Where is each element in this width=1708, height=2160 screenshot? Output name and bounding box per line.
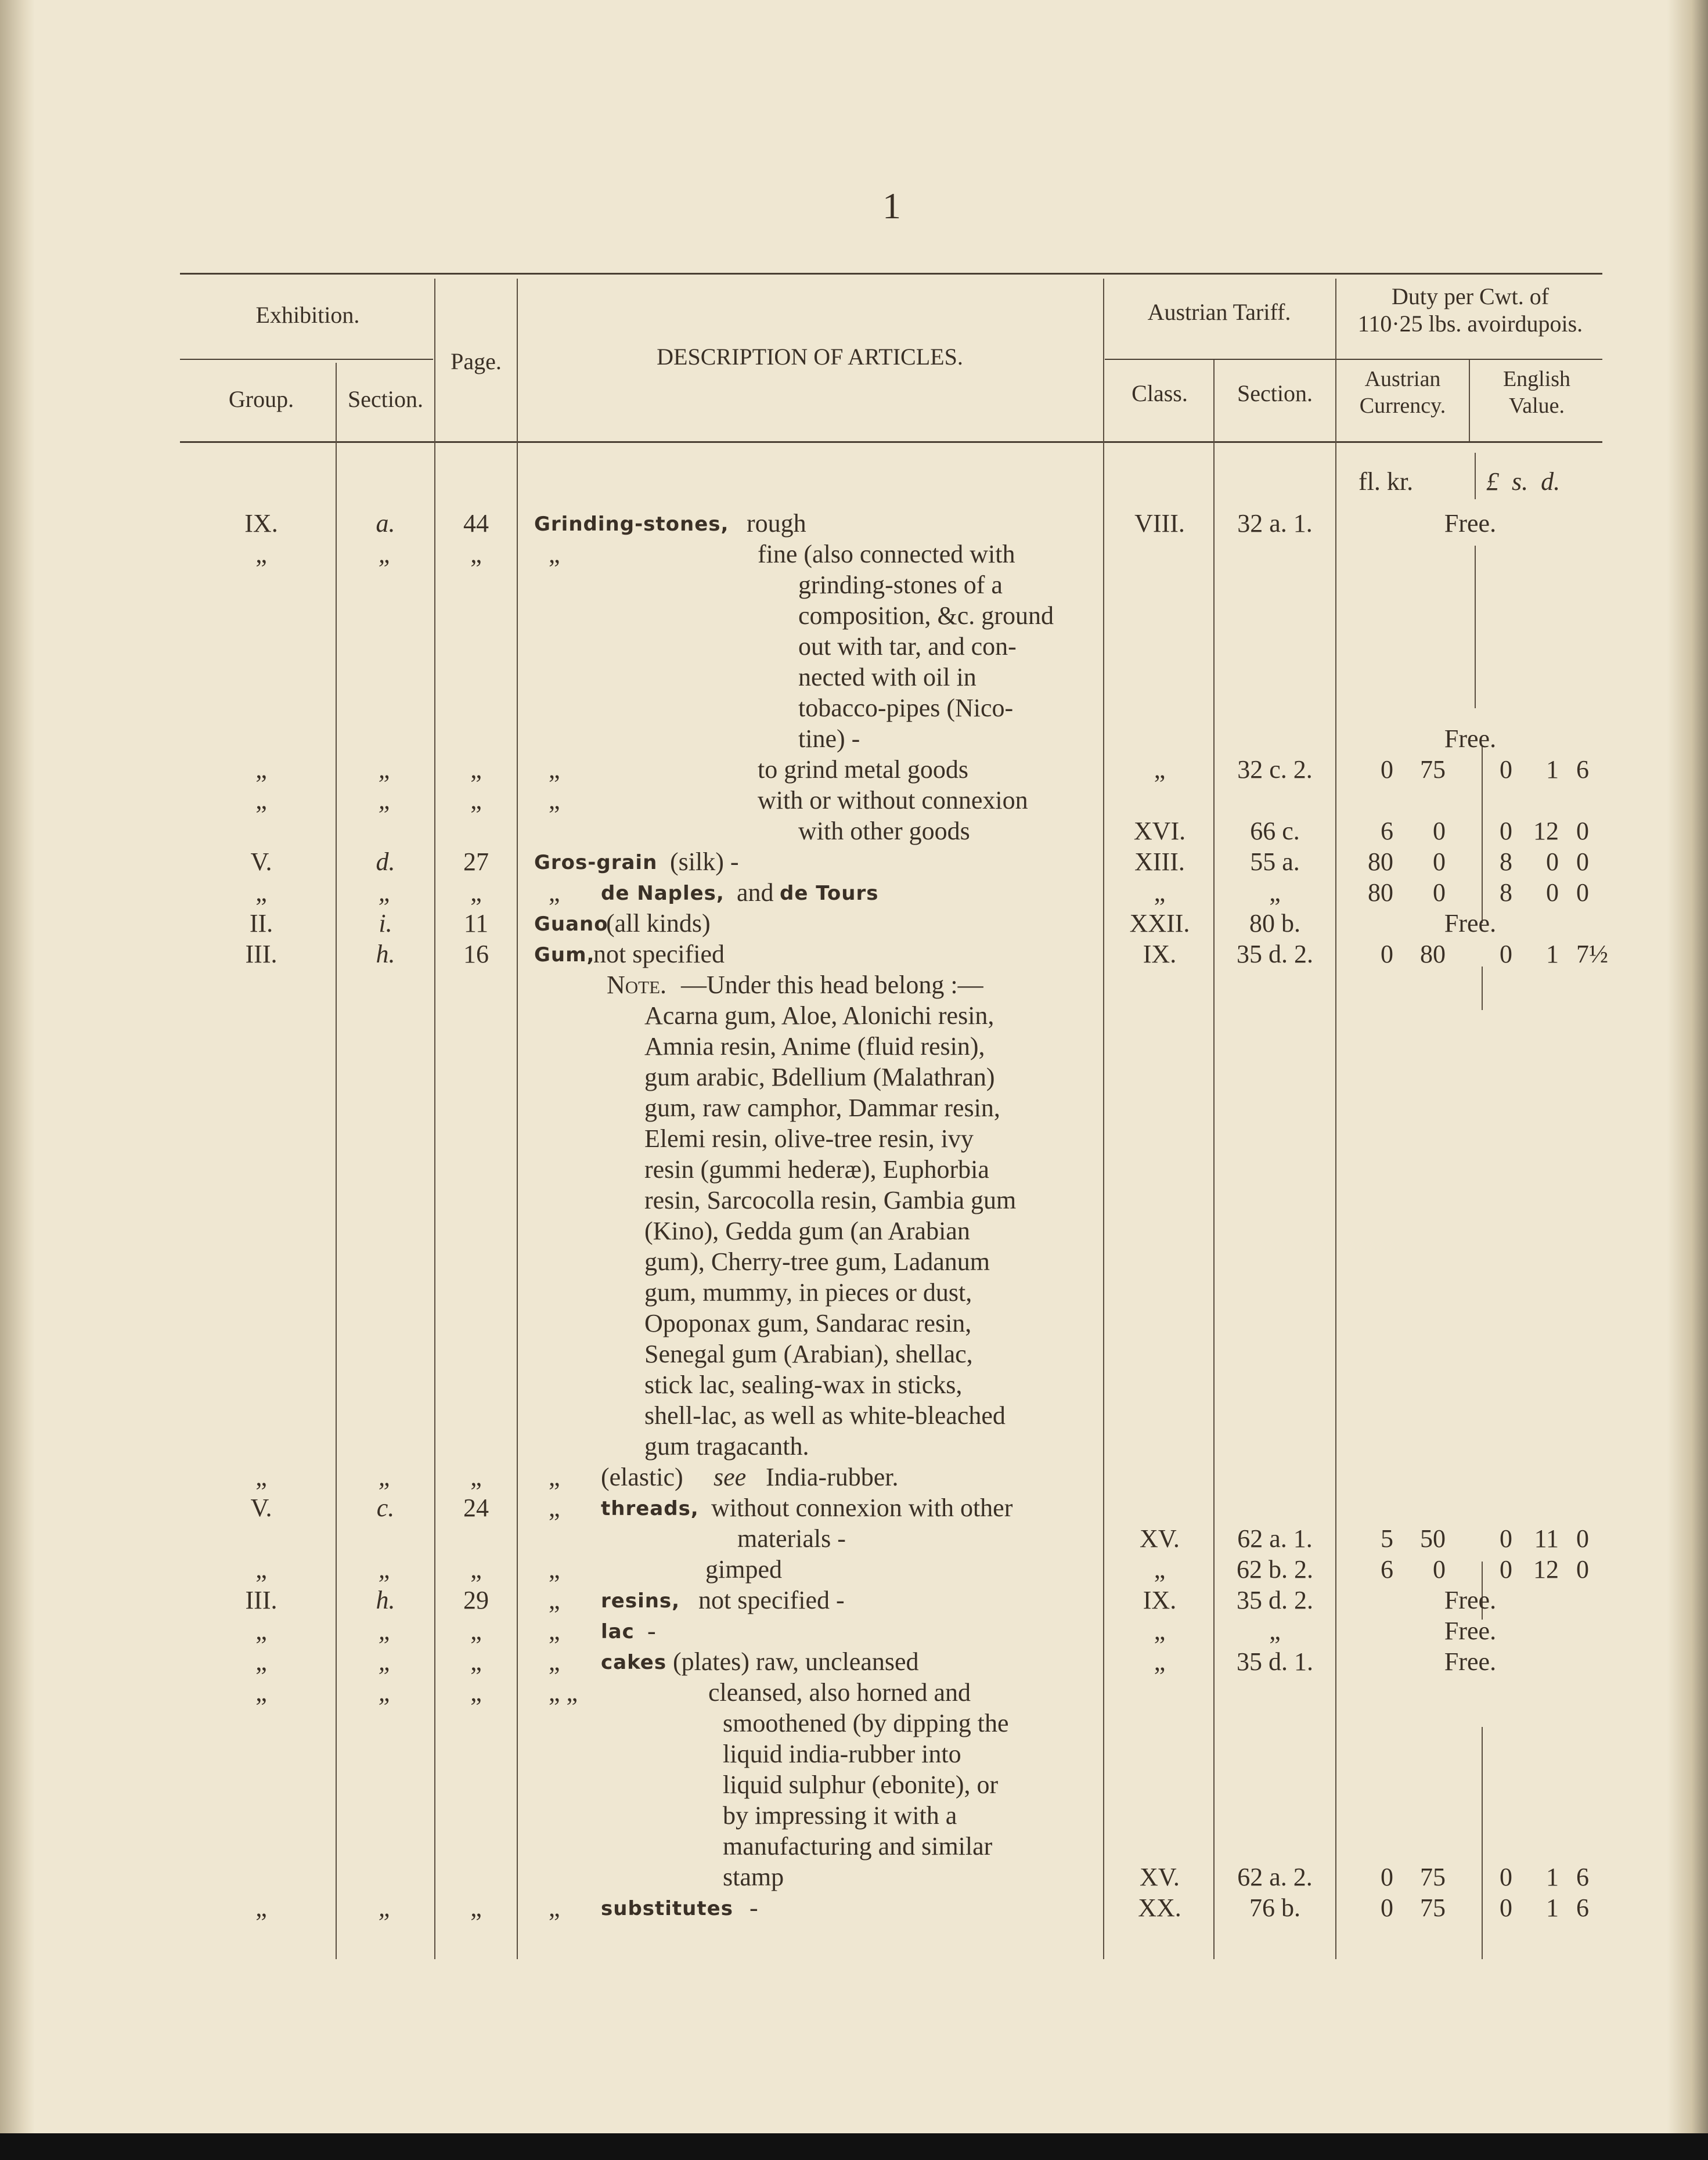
description-text: Senegal gum (Arabian), shellac,: [644, 1340, 973, 1368]
description-text: Amnia resin, Anime (fluid resin),: [644, 1032, 985, 1061]
header-sub-rule-tariff: [1105, 359, 1602, 360]
group-cell: „: [255, 1894, 267, 1922]
page-cell: 24: [463, 1494, 489, 1522]
ditto-mark: „: [549, 1494, 560, 1522]
pence-cell: 6: [1576, 1894, 1589, 1922]
description-text: tobacco-pipes (Nico-: [798, 694, 1014, 722]
tariff-section-cell: „: [1269, 878, 1281, 907]
ditto-mark: „: [549, 1555, 560, 1584]
ditto-mark: „ „: [549, 1678, 578, 1707]
description-text: gum, mummy, in pieces or dust,: [644, 1278, 972, 1307]
page-cell: 44: [463, 509, 489, 538]
page-number: 1: [882, 185, 901, 226]
entry-term: threads,: [601, 1497, 699, 1520]
class-cell: „: [1154, 1647, 1166, 1676]
section-cell: „: [378, 1555, 393, 1584]
page-cell: 16: [463, 940, 489, 968]
description-text: with or without connexion: [758, 786, 1028, 814]
section-cell: h.: [376, 1586, 395, 1614]
fl-cell: 6: [1381, 817, 1393, 845]
header-sub-rule-left: [180, 359, 433, 360]
kr-cell: 75: [1420, 1863, 1446, 1891]
pound-cell: 0: [1500, 817, 1512, 845]
description-text: nected with oil in: [798, 663, 976, 691]
section-cell: „: [378, 878, 393, 907]
entry-term: lac: [601, 1620, 635, 1643]
kr-cell: 0: [1433, 1555, 1446, 1584]
description-text: to grind metal goods: [758, 755, 968, 784]
pound-cell: 0: [1500, 940, 1512, 968]
description-text: (plates) raw, uncleansed: [673, 1647, 919, 1676]
note-head: Note.: [607, 971, 667, 999]
page-cell: „: [470, 1678, 482, 1707]
group-cell: V.: [250, 1494, 272, 1522]
entry-term: Grinding-stones,: [534, 513, 729, 536]
free-cell: Free.: [1444, 909, 1497, 937]
section-cell: d.: [376, 848, 395, 876]
page-cell: „: [470, 786, 482, 814]
page-cell: „: [470, 1647, 482, 1676]
kr-cell: 75: [1420, 755, 1446, 784]
shilling-cell: 1: [1546, 1894, 1559, 1922]
col-rule-page: [434, 279, 435, 1959]
group-cell: V.: [250, 848, 272, 876]
entry-term: substitutes: [601, 1897, 733, 1920]
class-cell: IX.: [1143, 940, 1177, 968]
fl-cell: 0: [1381, 1894, 1393, 1922]
tariff-section-cell: 35 d. 2.: [1237, 940, 1313, 968]
pence-cell: 0: [1576, 817, 1589, 845]
header-english-value-1: English: [1502, 367, 1571, 391]
col-rule-lsd-1: [1475, 453, 1476, 499]
section-cell: h.: [376, 940, 395, 968]
section-cell: „: [378, 755, 393, 784]
description-text: -: [647, 1617, 656, 1645]
description-text: fine (also connected with: [758, 540, 1015, 568]
fl-cell: 0: [1381, 1863, 1393, 1891]
shilling-cell: 1: [1546, 1863, 1559, 1891]
ditto-mark: „: [549, 878, 560, 907]
pound-cell: 0: [1500, 1894, 1512, 1922]
description-text: gum, raw camphor, Dammar resin,: [644, 1094, 1000, 1122]
description-text: liquid india-rubber into: [723, 1740, 961, 1768]
entry-term: Guano: [534, 913, 608, 936]
description-text: Elemi resin, olive-tree resin, ivy: [644, 1124, 974, 1153]
description-text: India-rubber.: [766, 1463, 899, 1491]
kr-cell: 0: [1433, 848, 1446, 876]
group-cell: II.: [249, 909, 273, 937]
ditto-mark: „: [549, 1894, 560, 1922]
header-austrian-currency-1: Austrian: [1364, 367, 1441, 391]
page-cell: „: [470, 1463, 482, 1491]
shilling-cell: 11: [1534, 1524, 1559, 1553]
page-cell: 27: [463, 848, 489, 876]
free-cell: Free.: [1444, 1647, 1497, 1676]
header-austrian-tariff: Austrian Tariff.: [1147, 299, 1291, 325]
header-exhibition: Exhibition.: [255, 302, 360, 328]
group-cell: „: [255, 1647, 267, 1676]
group-cell: „: [255, 1617, 267, 1645]
header-duty-line2: 110·25 lbs. avoirdupois.: [1357, 311, 1583, 337]
group-cell: „: [255, 540, 267, 568]
tariff-section-cell: 80 b.: [1249, 909, 1300, 937]
description-text: without connexion with other: [711, 1494, 1013, 1522]
page-cell: „: [470, 540, 482, 568]
ditto-mark: „: [549, 1463, 560, 1491]
description-text: composition, &c. ground: [798, 601, 1054, 630]
group-cell: IX.: [244, 509, 278, 538]
description-text: stamp: [723, 1863, 784, 1891]
description-text: gum tragacanth.: [644, 1432, 809, 1461]
description-text: by impressing it with a: [723, 1801, 957, 1830]
free-cell: Free.: [1444, 724, 1497, 753]
fl-cell: 0: [1381, 755, 1393, 784]
header-page: Page.: [451, 348, 502, 374]
pence-cell: 6: [1576, 1863, 1589, 1891]
class-cell: XIII.: [1134, 848, 1185, 876]
shilling-cell: 1: [1546, 940, 1559, 968]
ditto-mark: „: [549, 1617, 560, 1645]
fl-cell: 0: [1381, 940, 1393, 968]
header-group: Group.: [228, 386, 294, 412]
shilling-cell: 1: [1546, 755, 1559, 784]
group-cell: „: [255, 755, 267, 784]
class-cell: VIII.: [1134, 509, 1185, 538]
tariff-section-cell: 62 a. 2.: [1237, 1863, 1313, 1891]
header-description: DESCRIPTION OF ARTICLES.: [657, 344, 963, 370]
description-text: grinding-stones of a: [798, 571, 1003, 599]
pence-cell: 0: [1576, 878, 1589, 907]
description-text: resin (gummi hederæ), Euphorbia: [644, 1155, 989, 1184]
col-rule-tsection: [1213, 360, 1215, 1959]
description-text: shell-lac, as well as white-bleached: [644, 1401, 1006, 1430]
description-text: out with tar, and con-: [798, 632, 1017, 661]
group-cell: „: [255, 1555, 267, 1584]
page-cell: „: [470, 1555, 482, 1584]
shilling-cell: 12: [1533, 1555, 1559, 1584]
tariff-section-cell: 32 a. 1.: [1237, 509, 1313, 538]
description-text: not specified -: [698, 1586, 845, 1614]
tariff-section-cell: 55 a.: [1250, 848, 1300, 876]
pence-cell: 0: [1576, 1524, 1589, 1553]
binding-shadow: [0, 0, 35, 2160]
free-cell: Free.: [1444, 509, 1497, 538]
class-cell: XV.: [1140, 1524, 1180, 1553]
section-cell: „: [378, 1617, 393, 1645]
header-duty-line1: Duty per Cwt. of: [1391, 283, 1550, 309]
units-fl-kr: fl. kr.: [1359, 467, 1414, 496]
col-rule-english: [1469, 360, 1470, 441]
col-rule-section: [336, 363, 337, 1959]
ditto-mark: „: [549, 755, 560, 784]
pound-cell: 0: [1500, 1524, 1512, 1553]
entry-term: cakes: [601, 1651, 667, 1674]
description-text: tine) -: [798, 724, 860, 753]
fl-cell: 80: [1368, 848, 1393, 876]
group-cell: „: [255, 878, 267, 907]
description-text: gum arabic, Bdellium (Malathran): [644, 1063, 995, 1091]
description-text: resin, Sarcocolla resin, Gambia gum: [644, 1186, 1017, 1214]
shilling-cell: 0: [1546, 878, 1559, 907]
description-text: cleansed, also horned and: [708, 1678, 971, 1707]
col-rule-lsd-5: [1482, 967, 1483, 1010]
section-cell: „: [378, 1894, 393, 1922]
class-cell: „: [1154, 1617, 1166, 1645]
tariff-section-cell: 62 b. 2.: [1237, 1555, 1313, 1584]
kr-cell: 0: [1433, 878, 1446, 907]
description-text: manufacturing and similar: [723, 1832, 993, 1860]
free-cell: Free.: [1444, 1617, 1497, 1645]
section-cell: „: [378, 1678, 393, 1707]
description-text: gum), Cherry-tree gum, Ladanum: [644, 1247, 990, 1276]
class-cell: „: [1154, 755, 1166, 784]
units-lsd: £ s. d.: [1486, 467, 1561, 496]
class-cell: „: [1154, 878, 1166, 907]
tariff-section-cell: 32 c. 2.: [1237, 755, 1313, 784]
header-austrian-currency-2: Currency.: [1359, 394, 1446, 418]
pence-cell: 0: [1576, 1555, 1589, 1584]
description-text: Acarna gum, Aloe, Alonichi resin,: [644, 1001, 994, 1030]
header-class: Class.: [1132, 380, 1188, 406]
description-text: not specified: [593, 940, 725, 968]
fl-cell: 80: [1368, 878, 1393, 907]
entry-term: Gros-grain: [534, 851, 658, 874]
page-cell: 11: [463, 909, 489, 937]
shilling-cell: 0: [1546, 848, 1559, 876]
page-cell: „: [470, 1894, 482, 1922]
page-cell: „: [470, 1617, 482, 1645]
description-text: —Under this head belong :—: [681, 971, 983, 999]
description-text: smoothened (by dipping the: [723, 1709, 1009, 1737]
ditto-mark: „: [549, 1586, 560, 1614]
ditto-mark: „: [549, 1647, 560, 1676]
col-rule-desc: [517, 279, 518, 1959]
shilling-cell: 12: [1533, 817, 1559, 845]
group-cell: „: [255, 786, 267, 814]
col-rule-duty: [1335, 279, 1336, 1959]
description-text: -: [749, 1894, 758, 1922]
class-cell: XX.: [1138, 1894, 1181, 1922]
class-cell: XV.: [1140, 1863, 1180, 1891]
tariff-section-cell: 76 b.: [1249, 1894, 1300, 1922]
section-cell: „: [378, 540, 393, 568]
description-text: (elastic): [601, 1463, 683, 1491]
page-cell: „: [470, 878, 482, 907]
section-cell: i.: [379, 909, 392, 937]
section-cell: a.: [376, 509, 395, 538]
tariff-section-cell: 35 d. 2.: [1237, 1586, 1313, 1614]
col-rule-class: [1103, 279, 1104, 1959]
section-cell: „: [378, 786, 393, 814]
page-edge: [1667, 0, 1708, 2160]
entry-term: Gum,: [534, 943, 595, 967]
fl-cell: 6: [1381, 1555, 1393, 1584]
kr-cell: 75: [1420, 1894, 1446, 1922]
tariff-section-cell: 35 d. 1.: [1237, 1647, 1313, 1676]
pound-cell: 8: [1500, 848, 1512, 876]
ditto-mark: „: [549, 786, 560, 814]
pound-cell: 0: [1500, 1555, 1512, 1584]
page-cell: „: [470, 755, 482, 784]
see-reference: see: [714, 1463, 747, 1491]
pound-cell: 0: [1500, 755, 1512, 784]
class-cell: XXII.: [1129, 909, 1190, 937]
class-cell: „: [1154, 1555, 1166, 1584]
description-text: stick lac, sealing-wax in sticks,: [644, 1371, 963, 1399]
col-rule-lsd-7: [1482, 1727, 1483, 1959]
kr-cell: 0: [1433, 817, 1446, 845]
description-text: and: [737, 878, 774, 907]
description-text: liquid sulphur (ebonite), or: [723, 1770, 999, 1799]
class-cell: XVI.: [1133, 817, 1186, 845]
header-bottom-rule: [180, 441, 1602, 443]
pence-cell: 7½: [1576, 940, 1608, 968]
pence-cell: 0: [1576, 848, 1589, 876]
header-english-value-2: Value.: [1508, 394, 1565, 418]
header-tariff-section: Section.: [1237, 380, 1313, 406]
description-text: Opoponax gum, Sandarac resin,: [644, 1309, 972, 1337]
entry-term: de Naples,: [601, 882, 725, 905]
tariff-section-cell: „: [1269, 1617, 1281, 1645]
entry-term: resins,: [601, 1589, 680, 1613]
ditto-mark: „: [549, 540, 560, 568]
description-text: rough: [747, 509, 806, 538]
group-cell: „: [255, 1463, 267, 1491]
group-cell: III.: [245, 940, 278, 968]
entry-term: de Tours: [780, 882, 879, 905]
pound-cell: 8: [1500, 878, 1512, 907]
section-cell: „: [378, 1647, 393, 1676]
kr-cell: 50: [1420, 1524, 1446, 1553]
section-cell: „: [378, 1463, 393, 1491]
tariff-section-cell: 62 a. 1.: [1237, 1524, 1313, 1553]
description-text: materials -: [737, 1524, 846, 1553]
description-text: with other goods: [798, 817, 970, 845]
group-cell: III.: [245, 1586, 278, 1614]
fl-cell: 5: [1381, 1524, 1393, 1553]
class-cell: IX.: [1143, 1586, 1177, 1614]
col-rule-lsd-2: [1475, 546, 1476, 708]
description-text: (silk) -: [670, 848, 739, 876]
table-top-rule: [180, 273, 1602, 275]
section-cell: c.: [376, 1494, 395, 1522]
free-cell: Free.: [1444, 1586, 1497, 1614]
kr-cell: 80: [1420, 940, 1446, 968]
group-cell: „: [255, 1678, 267, 1707]
header-section: Section.: [348, 386, 423, 412]
page-cell: 29: [463, 1586, 489, 1614]
pence-cell: 6: [1576, 755, 1589, 784]
description-text: gimped: [705, 1555, 782, 1584]
scan-bottom-bar: [0, 2133, 1708, 2160]
description-text: (all kinds): [606, 909, 711, 937]
pound-cell: 0: [1500, 1863, 1512, 1891]
tariff-section-cell: 66 c.: [1250, 817, 1300, 845]
description-text: (Kino), Gedda gum (an Arabian: [644, 1217, 970, 1245]
